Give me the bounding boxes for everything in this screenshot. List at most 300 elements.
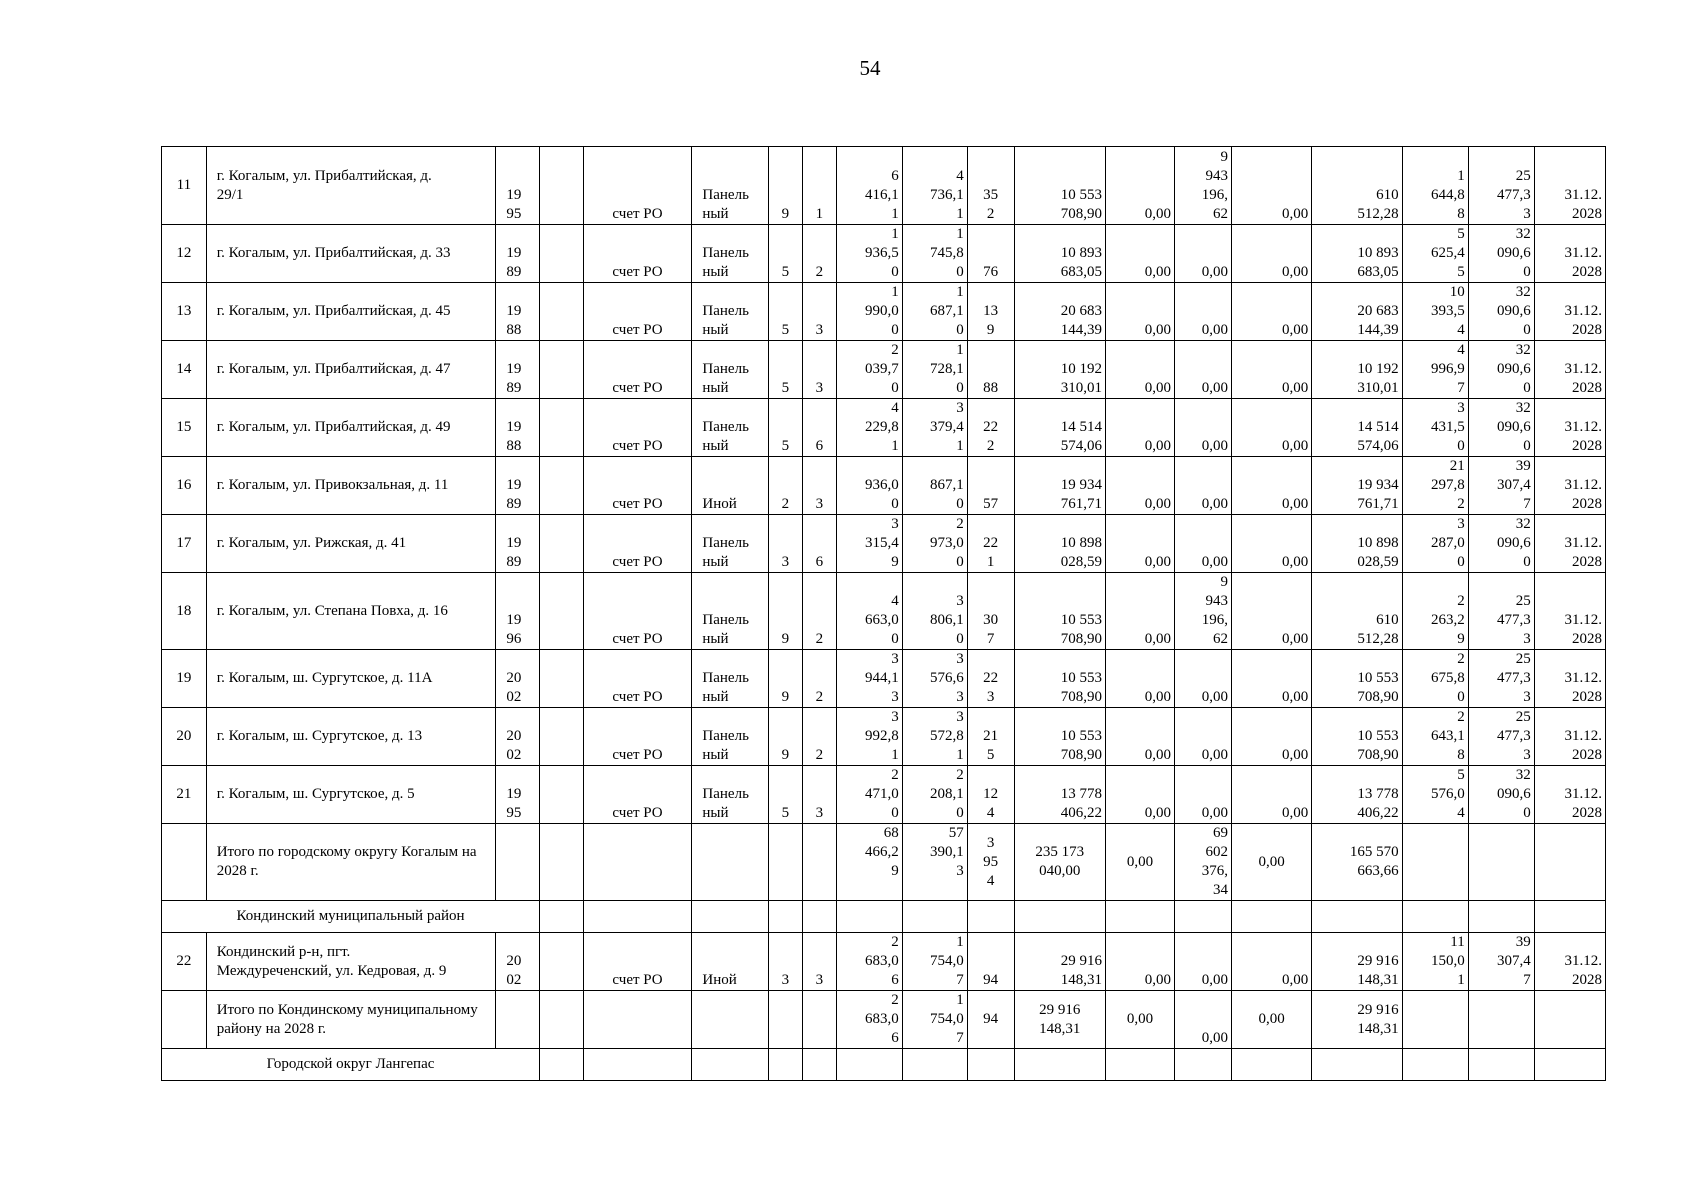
unit-cost-cell: 5 576,0 4 [1402,766,1468,824]
entrances-cell: 2 [803,708,837,766]
fund-local-cell: 0,00 [1231,708,1311,766]
residents-cell: 76 [967,225,1014,283]
address-cell: г. Когалым, ш. Сургутское, д. 11А [206,650,496,708]
section-row [162,1049,1606,1081]
area-total-cell: 1 936,5 0 [836,225,902,283]
fund-owners-cell: 20 683 144,39 [1312,283,1402,341]
material-cell: Панель ный [692,515,768,573]
empty-cell [1402,1049,1468,1081]
address-cell: г. Когалым, ул. Степана Повха, д. 16 [206,573,496,650]
empty-cell [1175,1049,1232,1081]
row-number: 13 [162,283,207,341]
residents-cell: 35 2 [967,147,1014,225]
total-label: Итого по городскому округу Когалым на 2028 г. [206,824,496,901]
fund-okrug-cell: 69 602 376, 34 [1175,824,1232,901]
entrances-cell: 1 [803,147,837,225]
residents-cell: 57 [967,457,1014,515]
empty-cell [1105,1049,1174,1081]
source-cell: счет РО [583,708,692,766]
empty-cell [768,824,803,901]
total-row [162,991,1606,1049]
row-number: 20 [162,708,207,766]
residents-cell: 21 5 [967,708,1014,766]
residents-cell: 22 3 [967,650,1014,708]
empty-cell [496,991,540,1049]
fund-local-cell: 0,00 [1231,650,1311,708]
fund-okrug-cell: 0,00 [1175,933,1232,991]
table-row [162,515,1606,573]
limit-cost-cell: 32 090,6 0 [1468,766,1534,824]
total-row [162,824,1606,901]
cost-total-cell: 29 916 148,31 [1014,933,1105,991]
empty-cell [1534,1049,1605,1081]
empty-cell [540,650,584,708]
fund-okrug-cell: 0,00 [1175,225,1232,283]
source-cell: счет РО [583,399,692,457]
limit-cost-cell: 25 477,3 3 [1468,650,1534,708]
address-cell: г. Когалым, ул. Рижская, д. 41 [206,515,496,573]
fund-fed-cell: 0,00 [1105,515,1174,573]
empty-cell [1231,901,1311,933]
year-cell: 19 88 [496,283,540,341]
residents-cell: 22 1 [967,515,1014,573]
empty-cell [540,341,584,399]
empty-cell [1468,1049,1534,1081]
empty-cell [540,573,584,650]
fund-owners-cell: 10 553 708,90 [1312,650,1402,708]
row-number: 17 [162,515,207,573]
fund-fed-cell: 0,00 [1105,341,1174,399]
fund-fed-cell: 0,00 [1105,824,1174,901]
fund-local-cell: 0,00 [1231,457,1311,515]
row-number: 21 [162,766,207,824]
area-living-cell: 3 806,1 0 [902,573,967,650]
address-cell: г. Когалым, ш. Сургутское, д. 13 [206,708,496,766]
empty-cell [583,901,692,933]
fund-okrug-cell: 0,00 [1175,650,1232,708]
empty-cell [1402,901,1468,933]
empty-cell [692,1049,768,1081]
empty-cell [540,147,584,225]
limit-cost-cell: 32 090,6 0 [1468,515,1534,573]
empty-cell [902,1049,967,1081]
area-total-cell: 3 315,4 9 [836,515,902,573]
source-cell: счет РО [583,650,692,708]
empty-cell [803,1049,837,1081]
limit-cost-cell: 32 090,6 0 [1468,399,1534,457]
fund-local-cell: 0,00 [1231,147,1311,225]
empty-cell [1534,991,1605,1049]
material-cell: Панель ный [692,341,768,399]
empty-cell [1468,991,1534,1049]
cost-total-cell: 20 683 144,39 [1014,283,1105,341]
empty-cell [1014,901,1105,933]
limit-cost-cell: 32 090,6 0 [1468,225,1534,283]
cost-total-cell: 10 553 708,90 [1014,708,1105,766]
residents-cell: 3 95 4 [967,824,1014,901]
residents-cell: 13 9 [967,283,1014,341]
fund-okrug-cell: 0,00 [1175,766,1232,824]
source-cell: счет РО [583,283,692,341]
entrances-cell: 6 [803,399,837,457]
area-living-cell: 4 736,1 1 [902,147,967,225]
fund-fed-cell: 0,00 [1105,283,1174,341]
cost-total-cell: 10 553 708,90 [1014,573,1105,650]
floors-cell: 9 [768,147,803,225]
section-title: Городской округ Лангепас [162,1049,540,1081]
floors-cell: 5 [768,225,803,283]
address-cell: г. Когалым, ул. Прибалтийская, д. 47 [206,341,496,399]
area-total-cell: 936,0 0 [836,457,902,515]
deadline-cell: 31.12. 2028 [1534,283,1605,341]
entrances-cell: 2 [803,573,837,650]
fund-fed-cell: 0,00 [1105,708,1174,766]
empty-cell [803,824,837,901]
year-cell: 19 89 [496,341,540,399]
empty-cell [162,991,207,1049]
floors-cell: 5 [768,283,803,341]
area-total-cell: 2 683,0 6 [836,933,902,991]
row-number: 16 [162,457,207,515]
cost-total-cell: 14 514 574,06 [1014,399,1105,457]
unit-cost-cell: 2 675,8 0 [1402,650,1468,708]
area-total-cell: 6 416,1 1 [836,147,902,225]
material-cell: Панель ный [692,147,768,225]
fund-fed-cell: 0,00 [1105,457,1174,515]
deadline-cell: 31.12. 2028 [1534,147,1605,225]
fund-local-cell: 0,00 [1231,341,1311,399]
empty-cell [1312,901,1402,933]
fund-local-cell: 0,00 [1231,991,1311,1049]
fund-okrug-cell: 9 943 196, 62 [1175,147,1232,225]
source-cell: счет РО [583,933,692,991]
fund-owners-cell: 610 512,28 [1312,147,1402,225]
empty-cell [540,708,584,766]
limit-cost-cell: 25 477,3 3 [1468,147,1534,225]
empty-cell [583,824,692,901]
entrances-cell: 2 [803,650,837,708]
deadline-cell: 31.12. 2028 [1534,225,1605,283]
fund-okrug-cell: 0,00 [1175,399,1232,457]
row-number: 14 [162,341,207,399]
empty-cell [496,824,540,901]
table-row [162,457,1606,515]
unit-cost-cell: 5 625,4 5 [1402,225,1468,283]
area-living-cell: 1 754,0 7 [902,991,967,1049]
row-number: 19 [162,650,207,708]
area-living-cell: 3 572,8 1 [902,708,967,766]
entrances-cell: 3 [803,933,837,991]
residents-cell: 94 [967,991,1014,1049]
area-living-cell: 1 754,0 7 [902,933,967,991]
unit-cost-cell: 10 393,5 4 [1402,283,1468,341]
total-label: Итого по Кондинскому муниципальному району на 2028 г. [206,991,496,1049]
deadline-cell: 31.12. 2028 [1534,766,1605,824]
cost-total-cell: 10 553 708,90 [1014,650,1105,708]
fund-owners-cell: 10 898 028,59 [1312,515,1402,573]
fund-owners-cell: 29 916 148,31 [1312,933,1402,991]
empty-cell [768,1049,803,1081]
cost-total-cell: 19 934 761,71 [1014,457,1105,515]
fund-owners-cell: 14 514 574,06 [1312,399,1402,457]
floors-cell: 3 [768,933,803,991]
cost-total-cell: 10 192 310,01 [1014,341,1105,399]
residents-cell: 88 [967,341,1014,399]
empty-cell [1534,824,1605,901]
fund-local-cell: 0,00 [1231,573,1311,650]
empty-cell [1014,1049,1105,1081]
fund-fed-cell: 0,00 [1105,573,1174,650]
floors-cell: 5 [768,341,803,399]
cost-total-cell: 235 173 040,00 [1014,824,1105,901]
fund-local-cell: 0,00 [1231,515,1311,573]
fund-fed-cell: 0,00 [1105,399,1174,457]
deadline-cell: 31.12. 2028 [1534,573,1605,650]
source-cell: счет РО [583,573,692,650]
table-row [162,573,1606,650]
fund-owners-cell: 10 192 310,01 [1312,341,1402,399]
entrances-cell: 6 [803,515,837,573]
floors-cell: 3 [768,515,803,573]
empty-cell [540,457,584,515]
table-row [162,283,1606,341]
area-total-cell: 2 039,7 0 [836,341,902,399]
row-number: 15 [162,399,207,457]
floors-cell: 9 [768,708,803,766]
limit-cost-cell: 25 477,3 3 [1468,573,1534,650]
table-row [162,341,1606,399]
area-total-cell: 3 944,1 3 [836,650,902,708]
residents-cell: 12 4 [967,766,1014,824]
fund-local-cell: 0,00 [1231,399,1311,457]
limit-cost-cell: 25 477,3 3 [1468,708,1534,766]
entrances-cell: 2 [803,225,837,283]
cost-total-cell: 10 898 028,59 [1014,515,1105,573]
fund-owners-cell: 13 778 406,22 [1312,766,1402,824]
address-cell: г. Когалым, ул. Прибалтийская, д. 49 [206,399,496,457]
fund-local-cell: 0,00 [1231,225,1311,283]
floors-cell: 5 [768,766,803,824]
year-cell: 19 89 [496,515,540,573]
empty-cell [967,1049,1014,1081]
fund-okrug-cell: 0,00 [1175,515,1232,573]
area-living-cell: 2 973,0 0 [902,515,967,573]
deadline-cell: 31.12. 2028 [1534,933,1605,991]
deadline-cell: 31.12. 2028 [1534,515,1605,573]
address-cell: г. Когалым, ул. Прибалтийская, д. 29/1 [206,147,496,225]
cost-total-cell: 10 893 683,05 [1014,225,1105,283]
deadline-cell: 31.12. 2028 [1534,708,1605,766]
table-body [162,147,1606,1081]
table-row [162,766,1606,824]
empty-cell [540,824,584,901]
unit-cost-cell: 3 287,0 0 [1402,515,1468,573]
row-number: 11 [162,147,207,225]
deadline-cell: 31.12. 2028 [1534,650,1605,708]
fund-fed-cell: 0,00 [1105,650,1174,708]
address-cell: г. Когалым, ул. Прибалтийская, д. 45 [206,283,496,341]
year-cell: 19 89 [496,457,540,515]
year-cell: 19 95 [496,766,540,824]
empty-cell [768,991,803,1049]
empty-cell [692,824,768,901]
unit-cost-cell: 1 644,8 8 [1402,147,1468,225]
empty-cell [540,766,584,824]
area-living-cell: 1 745,8 0 [902,225,967,283]
unit-cost-cell: 3 431,5 0 [1402,399,1468,457]
floors-cell: 2 [768,457,803,515]
cost-total-cell: 29 916 148,31 [1014,991,1105,1049]
empty-cell [583,1049,692,1081]
year-cell: 20 02 [496,708,540,766]
entrances-cell: 3 [803,341,837,399]
fund-owners-cell: 610 512,28 [1312,573,1402,650]
empty-cell [768,901,803,933]
row-number: 18 [162,573,207,650]
floors-cell: 5 [768,399,803,457]
fund-local-cell: 0,00 [1231,824,1311,901]
empty-cell [967,901,1014,933]
table-row [162,399,1606,457]
empty-cell [803,991,837,1049]
material-cell: Панель ный [692,399,768,457]
fund-fed-cell: 0,00 [1105,991,1174,1049]
section-title: Кондинский муниципальный район [162,901,540,933]
area-living-cell: 3 576,6 3 [902,650,967,708]
limit-cost-cell: 32 090,6 0 [1468,341,1534,399]
material-cell: Иной [692,933,768,991]
empty-cell [1534,901,1605,933]
fund-fed-cell: 0,00 [1105,147,1174,225]
material-cell: Панель ный [692,766,768,824]
empty-cell [692,991,768,1049]
material-cell: Иной [692,457,768,515]
table-row [162,708,1606,766]
entrances-cell: 3 [803,283,837,341]
deadline-cell: 31.12. 2028 [1534,341,1605,399]
empty-cell [540,225,584,283]
fund-owners-cell: 19 934 761,71 [1312,457,1402,515]
fund-fed-cell: 0,00 [1105,225,1174,283]
fund-owners-cell: 29 916 148,31 [1312,991,1402,1049]
address-cell: г. Когалым, ш. Сургутское, д. 5 [206,766,496,824]
area-living-cell: 57 390,1 3 [902,824,967,901]
empty-cell [540,283,584,341]
area-total-cell: 68 466,2 9 [836,824,902,901]
empty-cell [836,1049,902,1081]
table-row [162,147,1606,225]
area-total-cell: 4 229,8 1 [836,399,902,457]
empty-cell [1312,1049,1402,1081]
limit-cost-cell: 32 090,6 0 [1468,283,1534,341]
deadline-cell: 31.12. 2028 [1534,457,1605,515]
fund-fed-cell: 0,00 [1105,766,1174,824]
empty-cell [583,991,692,1049]
empty-cell [1402,824,1468,901]
year-cell: 19 95 [496,147,540,225]
deadline-cell: 31.12. 2028 [1534,399,1605,457]
unit-cost-cell: 21 297,8 2 [1402,457,1468,515]
material-cell: Панель ный [692,283,768,341]
fund-local-cell: 0,00 [1231,283,1311,341]
material-cell: Панель ный [692,573,768,650]
residents-cell: 22 2 [967,399,1014,457]
material-cell: Панель ный [692,650,768,708]
page-number: 54 [859,56,881,80]
unit-cost-cell: 2 643,1 8 [1402,708,1468,766]
empty-cell [540,991,584,1049]
fund-okrug-cell: 0,00 [1175,341,1232,399]
source-cell: счет РО [583,225,692,283]
unit-cost-cell: 2 263,2 9 [1402,573,1468,650]
repair-program-table [161,146,1606,1081]
material-cell: Панель ный [692,708,768,766]
empty-cell [1105,901,1174,933]
section-row [162,901,1606,933]
year-cell: 19 96 [496,573,540,650]
floors-cell: 9 [768,650,803,708]
area-living-cell: 1 728,1 0 [902,341,967,399]
fund-okrug-cell: 0,00 [1175,708,1232,766]
table-row [162,650,1606,708]
fund-okrug-cell: 0,00 [1175,457,1232,515]
address-cell: Кондинский р-н, пгт. Междуреченский, ул. Кедровая, д. 9 [206,933,496,991]
source-cell: счет РО [583,766,692,824]
limit-cost-cell: 39 307,4 7 [1468,933,1534,991]
area-living-cell: 3 379,4 1 [902,399,967,457]
entrances-cell: 3 [803,457,837,515]
address-cell: г. Когалым, ул. Привокзальная, д. 11 [206,457,496,515]
source-cell: счет РО [583,515,692,573]
fund-owners-cell: 10 893 683,05 [1312,225,1402,283]
empty-cell [540,901,584,933]
fund-okrug-cell: 9 943 196, 62 [1175,573,1232,650]
residents-cell: 30 7 [967,573,1014,650]
fund-okrug-cell: 0,00 [1175,283,1232,341]
material-cell: Панель ный [692,225,768,283]
row-number: 12 [162,225,207,283]
limit-cost-cell: 39 307,4 7 [1468,457,1534,515]
unit-cost-cell: 4 996,9 7 [1402,341,1468,399]
cost-total-cell: 13 778 406,22 [1014,766,1105,824]
year-cell: 19 89 [496,225,540,283]
cost-total-cell: 10 553 708,90 [1014,147,1105,225]
year-cell: 19 88 [496,399,540,457]
empty-cell [540,933,584,991]
empty-cell [1468,824,1534,901]
fund-local-cell: 0,00 [1231,766,1311,824]
year-cell: 20 02 [496,650,540,708]
area-living-cell: 2 208,1 0 [902,766,967,824]
empty-cell [692,901,768,933]
fund-okrug-cell: 0,00 [1175,991,1232,1049]
area-total-cell: 4 663,0 0 [836,573,902,650]
fund-owners-cell: 165 570 663,66 [1312,824,1402,901]
table-row [162,933,1606,991]
empty-cell [1231,1049,1311,1081]
empty-cell [902,901,967,933]
area-total-cell: 2 683,0 6 [836,991,902,1049]
residents-cell: 94 [967,933,1014,991]
empty-cell [540,399,584,457]
unit-cost-cell: 11 150,0 1 [1402,933,1468,991]
area-living-cell: 1 687,1 0 [902,283,967,341]
address-cell: г. Когалым, ул. Прибалтийская, д. 33 [206,225,496,283]
table-row [162,225,1606,283]
empty-cell [1402,991,1468,1049]
empty-cell [1468,901,1534,933]
area-total-cell: 1 990,0 0 [836,283,902,341]
